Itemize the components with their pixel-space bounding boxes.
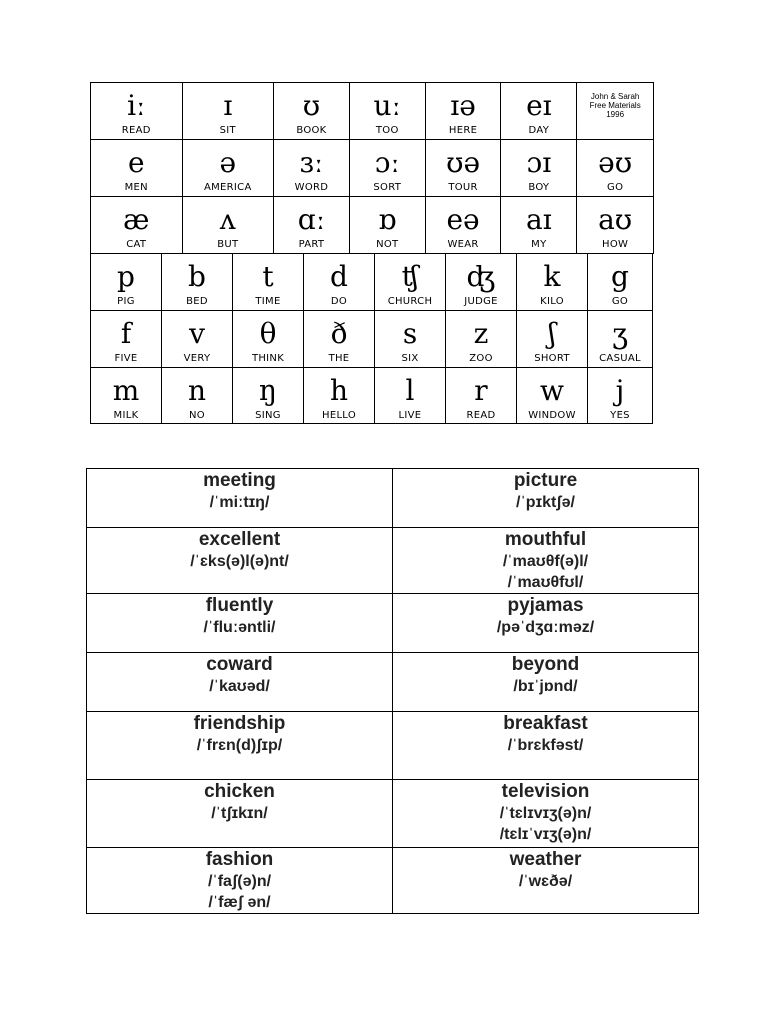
pronunciation: /bɪˈjɒnd/ [513, 678, 578, 695]
ipa-cell [374, 367, 446, 424]
example-word: HERE [448, 125, 478, 136]
example-word: MILK [113, 410, 139, 421]
word: friendship [193, 713, 286, 734]
ipa-cell [587, 253, 653, 311]
example-word: READ [466, 410, 496, 421]
word: mouthful [504, 529, 587, 550]
ipa-cell [182, 82, 275, 140]
ipa-symbol: p [117, 260, 135, 293]
vowel-row [90, 82, 653, 139]
example-word: BED [186, 296, 208, 307]
pronunciation: /ˈɛks(ə)l(ə)nt/ [190, 553, 289, 570]
pronunciation: /tɛlɪˈvɪʒ(ə)n/ [499, 826, 592, 843]
pronunciation: /pəˈdʒɑːməz/ [496, 619, 595, 636]
ipa-symbol: ʊ [302, 89, 321, 122]
ipa-symbol: ʤ [466, 260, 496, 293]
example-word: PART [298, 239, 325, 250]
pronunciation: /ˈtʃɪkɪn/ [211, 805, 268, 822]
ipa-symbol: s [402, 317, 418, 350]
table-row [87, 780, 699, 848]
ipa-symbol: d [330, 260, 348, 293]
ipa-symbol: θ [259, 317, 277, 350]
credit-text [577, 92, 653, 119]
example-word: VERY [183, 353, 211, 364]
word: coward [206, 654, 273, 675]
example-word: BOOK [296, 125, 327, 136]
example-word: WINDOW [528, 410, 576, 421]
ipa-symbol: uː [373, 89, 401, 122]
example-word: SORT [373, 182, 402, 193]
ipa-symbol: ð [330, 317, 348, 350]
ipa-cell [500, 82, 577, 140]
word-cell [87, 780, 393, 848]
ipa-cell [273, 139, 350, 197]
example-word: LIVE [398, 410, 422, 421]
table-row [87, 528, 699, 594]
word-pronunciation-table [86, 468, 699, 914]
pronunciation: /ˈmaʊθfʊl/ [507, 574, 584, 591]
word-cell [393, 594, 699, 653]
ipa-symbol: ŋ [258, 374, 278, 407]
example-word: READ [121, 125, 151, 136]
example-word: PIG [117, 296, 135, 307]
ipa-cell [516, 367, 588, 424]
ipa-cell [425, 82, 502, 140]
ipa-symbol: ʌ [219, 203, 236, 236]
ipa-cell [500, 196, 577, 254]
example-word: BUT [217, 239, 239, 250]
ipa-symbol: l [405, 374, 415, 407]
ipa-cell [349, 196, 426, 254]
ipa-symbol: ɔɪ [526, 146, 552, 179]
ipa-symbol: ɜː [299, 146, 324, 179]
ipa-cell [425, 196, 502, 254]
ipa-symbol: əʊ [598, 146, 633, 179]
ipa-cell [587, 367, 653, 424]
example-word: GO [611, 296, 629, 307]
ipa-cell [90, 82, 183, 140]
ipa-cell [516, 310, 588, 368]
word-cell [87, 594, 393, 653]
example-word: TOO [375, 125, 399, 136]
example-word: HELLO [322, 410, 356, 421]
ipa-cell [349, 82, 426, 140]
vowel-row [90, 139, 653, 196]
consonant-row [90, 253, 653, 310]
ipa-symbol: aɪ [526, 203, 552, 236]
example-word: DAY [528, 125, 550, 136]
ipa-cell [90, 139, 183, 197]
ipa-cell [576, 196, 654, 254]
ipa-symbol: ə [219, 146, 237, 179]
example-word: KILO [540, 296, 564, 307]
pronunciation: /ˈfluːəntli/ [203, 619, 276, 636]
ipa-cell [303, 367, 375, 424]
pronunciation: /ˈfæʃ ən/ [208, 894, 271, 911]
ipa-symbol: h [329, 374, 349, 407]
word-cell [393, 780, 699, 848]
ipa-cell [576, 139, 654, 197]
example-word: WORD [294, 182, 329, 193]
ipa-symbol: ɑː [297, 203, 326, 236]
credit-line: John & Sarah [590, 92, 640, 101]
ipa-symbol: ʊə [446, 146, 481, 179]
pronunciation: /ˈtɛlɪvɪʒ(ə)n/ [499, 805, 592, 822]
ipa-symbol: r [474, 374, 488, 407]
example-word: NO [189, 410, 205, 421]
table-row [87, 712, 699, 780]
ipa-symbol: b [188, 260, 206, 293]
ipa-symbol: ɒ [378, 203, 397, 236]
ipa-symbol: g [611, 260, 629, 293]
table-row [87, 848, 699, 914]
example-word: SHORT [534, 353, 570, 364]
ipa-symbol: f [120, 317, 132, 350]
pronunciation: /ˈmaʊθf(ə)l/ [502, 553, 589, 570]
example-word: TOUR [448, 182, 478, 193]
ipa-cell [232, 367, 304, 424]
ipa-cell [374, 253, 446, 311]
ipa-cell [232, 310, 304, 368]
ipa-cell [516, 253, 588, 311]
example-word: SIT [219, 125, 236, 136]
ipa-symbol: eɪ [526, 89, 552, 122]
pronunciation: /ˈwɛðə/ [518, 873, 573, 890]
word: television [501, 781, 590, 802]
ipa-symbol: ɪə [450, 89, 476, 122]
word-cell [393, 528, 699, 594]
ipa-symbol: iː [127, 89, 146, 122]
ipa-cell [303, 310, 375, 368]
example-word: BOY [528, 182, 550, 193]
example-word: HOW [602, 239, 629, 250]
ipa-cell [90, 253, 162, 311]
example-word: CAT [126, 239, 147, 250]
word: breakfast [503, 713, 588, 734]
word-cell [87, 528, 393, 594]
ipa-cell [445, 253, 517, 311]
ipa-symbol: t [262, 260, 274, 293]
credit-line: Free Materials [589, 101, 641, 110]
ipa-chart [90, 82, 653, 423]
ipa-cell [500, 139, 577, 197]
ipa-symbol: v [189, 317, 205, 350]
pronunciation: /ˈbrɛkfəst/ [507, 737, 584, 754]
word: fashion [205, 849, 274, 870]
ipa-cell [273, 196, 350, 254]
pronunciation: /ˈfaʃ(ə)n/ [207, 873, 272, 890]
example-word: WEAR [447, 239, 479, 250]
ipa-symbol: ʧ [401, 260, 419, 293]
ipa-cell [182, 196, 275, 254]
ipa-symbol: ʃ [548, 317, 556, 350]
word: picture [513, 470, 578, 491]
pronunciation: /ˈfrɛn(d)ʃɪp/ [196, 737, 283, 754]
vowel-row [90, 196, 653, 253]
ipa-symbol: ʒ [612, 317, 628, 350]
ipa-symbol: æ [123, 203, 150, 236]
ipa-cell [587, 310, 653, 368]
ipa-cell [303, 253, 375, 311]
word-cell [393, 653, 699, 712]
ipa-cell [374, 310, 446, 368]
example-word: AMERICA [203, 182, 252, 193]
example-word: SING [255, 410, 281, 421]
example-word: NOT [376, 239, 399, 250]
word-cell [393, 712, 699, 780]
example-word: YES [610, 410, 630, 421]
example-word: JUDGE [464, 296, 498, 307]
ipa-symbol: eə [446, 203, 480, 236]
word: weather [509, 849, 582, 870]
word: excellent [198, 529, 281, 550]
credit-cell [576, 82, 654, 140]
ipa-symbol: w [540, 374, 564, 407]
word-cell [393, 469, 699, 528]
ipa-cell [273, 82, 350, 140]
word: chicken [204, 781, 275, 802]
pronunciation: /ˈpɪktʃə/ [516, 494, 575, 511]
ipa-symbol: aʊ [598, 203, 633, 236]
ipa-cell [182, 139, 275, 197]
example-word: MEN [124, 182, 148, 193]
ipa-cell [445, 310, 517, 368]
ipa-symbol: ɔː [374, 146, 400, 179]
ipa-symbol: n [187, 374, 207, 407]
example-word: DO [330, 296, 348, 307]
consonant-row [90, 310, 653, 367]
example-word: SIX [401, 353, 419, 364]
table-row [87, 469, 699, 528]
ipa-cell [90, 310, 162, 368]
example-word: TIME [255, 296, 281, 307]
word-cell [393, 848, 699, 914]
ipa-cell [232, 253, 304, 311]
word-cell [87, 469, 393, 528]
ipa-symbol: m [112, 374, 140, 407]
word-cell [87, 712, 393, 780]
word-cell [87, 848, 393, 914]
example-word: CHURCH [387, 296, 433, 307]
ipa-cell [349, 139, 426, 197]
table-row [87, 594, 699, 653]
ipa-cell [445, 367, 517, 424]
word-cell [87, 653, 393, 712]
pronunciation: /ˈmiːtɪŋ/ [209, 494, 270, 511]
example-word: MY [531, 239, 547, 250]
word: meeting [203, 470, 276, 491]
ipa-symbol: z [473, 317, 489, 350]
ipa-symbol: j [615, 374, 625, 407]
example-word: CASUAL [599, 353, 641, 364]
ipa-cell [161, 310, 233, 368]
ipa-symbol: k [543, 260, 561, 293]
ipa-symbol: e [127, 146, 145, 179]
ipa-symbol: ɪ [223, 89, 233, 122]
example-word: GO [607, 182, 624, 193]
word: fluently [205, 595, 274, 616]
example-word: THINK [251, 353, 285, 364]
example-word: FIVE [114, 353, 138, 364]
ipa-cell [161, 253, 233, 311]
credit-line: 1996 [606, 110, 625, 119]
consonant-row [90, 367, 653, 423]
pronunciation: /ˈkaʊəd/ [209, 678, 270, 695]
word: pyjamas [507, 595, 584, 616]
ipa-cell [90, 367, 162, 424]
ipa-cell [161, 367, 233, 424]
word: beyond [511, 654, 580, 675]
table-row [87, 653, 699, 712]
ipa-cell [90, 196, 183, 254]
example-word: ZOO [469, 353, 493, 364]
ipa-cell [425, 139, 502, 197]
example-word: THE [328, 353, 350, 364]
